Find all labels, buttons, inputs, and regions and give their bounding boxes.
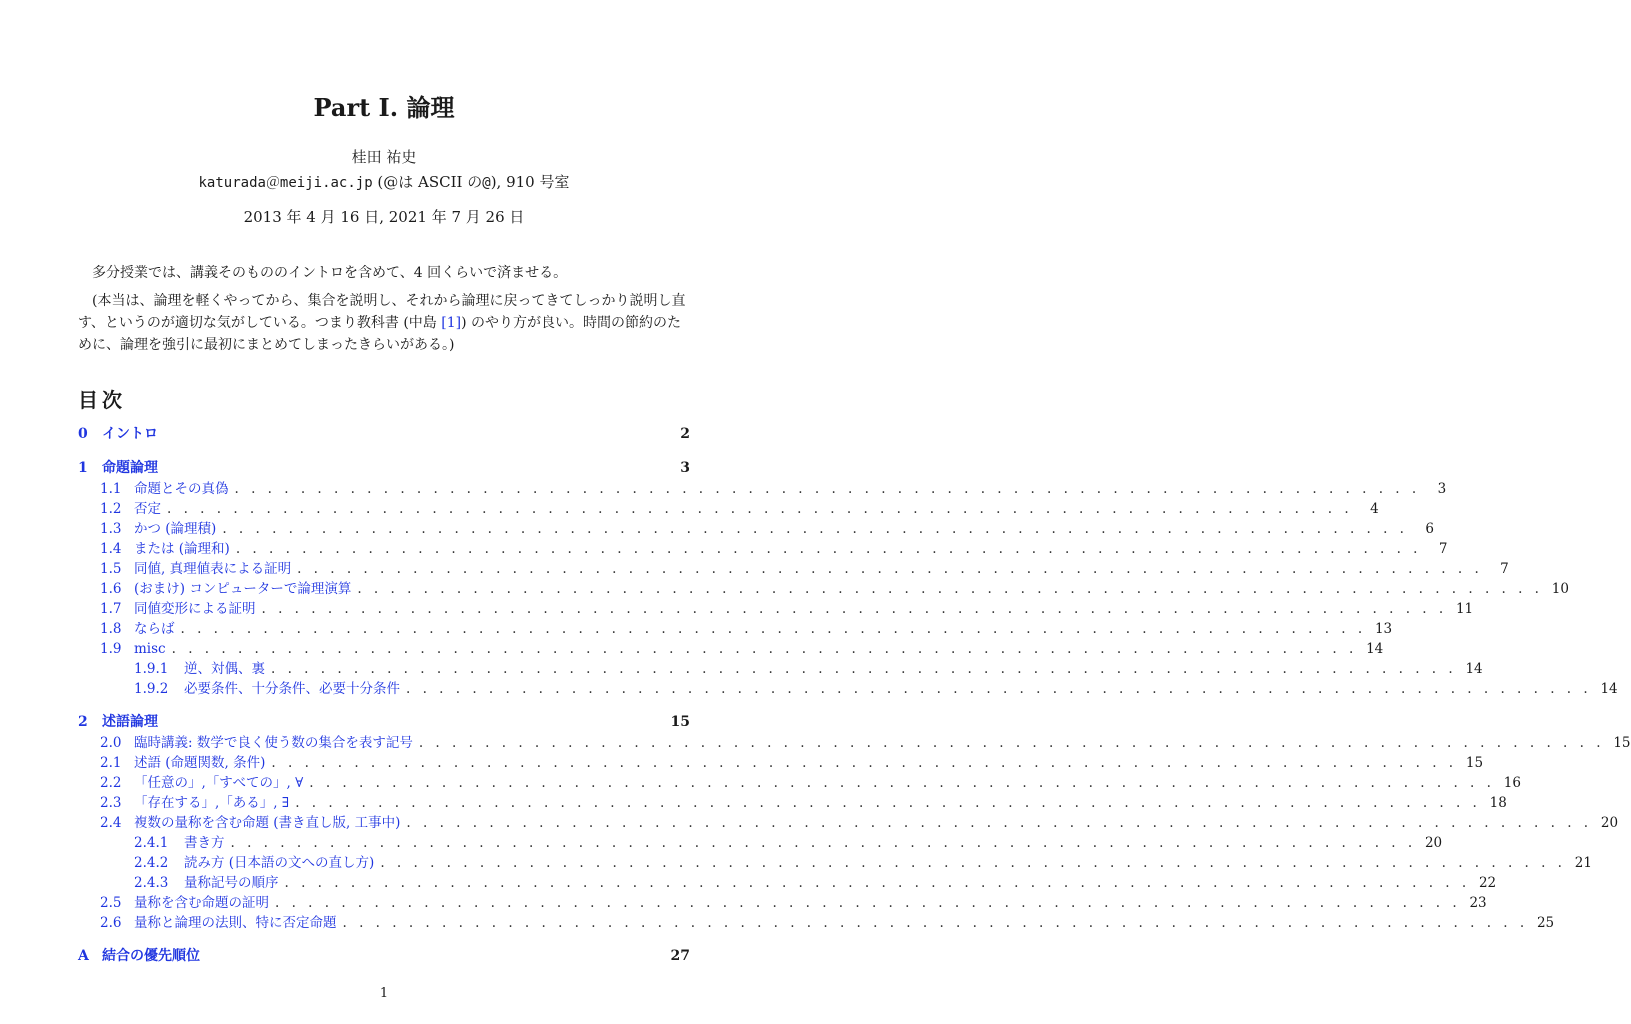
abstract-paragraph-2 <box>78 290 690 356</box>
author-name: 桂田 祐史 <box>351 148 417 166</box>
toc-entry-label: 必要条件、十分条件、必要十分条件 <box>184 681 400 697</box>
toc-heading: 目次 <box>78 388 126 412</box>
toc-leader-dots: . . . . . . . . . . . . . . . . . . . . . . . . . . . . . . . . . . . . . . . . . . . . . . . . . . . . . . . . . . . . . . . . . . . . . . . . <box>380 855 1566 871</box>
toc-entry-page: 25 <box>1536 915 1555 931</box>
toc-entry-page: 14 <box>1465 661 1483 677</box>
toc-entry-number: 2.4.2 <box>134 855 169 871</box>
toc-leader-dots: . . . . . . . . . . . . . . . . . . . . . . . . . . . . . . . . . . . . . . . . . . . . . . . . . . . . . . . . . . . . . . . . . . . . . . . . <box>271 661 1457 677</box>
toc-entry-page: 7 <box>1500 561 1509 577</box>
toc-leader-dots: . . . . . . . . . . . . . . . . . . . . . . . . . . . . . . . . . . . . . . . . . . . . . . . . . . . . . . . . . . . . . . . . . . . . . . . . <box>271 755 1458 771</box>
toc-entry-label: ならば <box>134 621 175 637</box>
toc-entry-number: 1.7 <box>100 601 122 617</box>
toc-subsubsection-1-9-1[interactable] <box>78 659 1483 679</box>
toc-entry-page: 15 <box>1613 735 1631 751</box>
toc-entry-page: 6 <box>1425 521 1434 537</box>
toc-subsection-1-6[interactable] <box>78 579 1569 599</box>
toc-entry-label: イントロ <box>102 426 158 442</box>
toc-entry-page: 15 <box>1465 755 1484 771</box>
toc-section-2[interactable] <box>78 712 690 732</box>
toc-entry-label: 命題とその真偽 <box>134 481 229 497</box>
toc-entry-label: 量称と論理の法則、特に否定命題 <box>134 915 337 931</box>
toc-entry-page: 13 <box>1374 621 1393 637</box>
toc-entry-number: 1.9 <box>100 641 122 657</box>
toc-entry-page: 27 <box>670 948 690 964</box>
toc-leader-dots: . . . . . . . . . . . . . . . . . . . . . . . . . . . . . . . . . . . . . . . . . . . . . . . . . . . . . . . . . . . . . . . . . . . . . . . . <box>406 681 1592 697</box>
toc-subsection-1-2[interactable] <box>78 499 1379 519</box>
toc-entry-page: 22 <box>1478 875 1497 891</box>
toc-leader-dots: . . . . . . . . . . . . . . . . . . . . . . . . . . . . . . . . . . . . . . . . . . . . . . . . . . . . . . . . . . . . . . . . . . . . . . . . <box>295 795 1481 811</box>
abstract-text-before-citation: (本当は、論理を軽くやってから、集合を説明し、それから論理に戻ってきてしっかり説明し直す、というのが適切な気がしている。つまり教科書 (中島 <box>78 293 686 331</box>
toc-leader-dots: . . . . . . . . . . . . . . . . . . . . . . . . . . . . . . . . . . . . . . . . . . . . . . . . . . . . . . . . . . . . . . . . . . . . . . . . <box>342 915 1529 931</box>
toc-entry-label: かつ (論理積) <box>134 521 217 537</box>
toc-leader-dots: . . . . . . . . . . . . . . . . . . . . . . . . . . . . . . . . . . . . . . . . . . . . . . . . . . . . . . . . . . . . . . . . . . . . . . . . <box>418 735 1605 751</box>
author-contact <box>0 171 768 192</box>
toc-entry-number: 1.5 <box>100 561 122 577</box>
toc-entry-label: 述語 (命題関数, 条件) <box>134 755 266 771</box>
toc-entry-number: A <box>78 948 89 964</box>
toc-entry-label: 同値変形による証明 <box>134 601 256 617</box>
toc-entry-number: 0 <box>78 426 88 442</box>
toc-entry-page: 4 <box>1370 501 1379 517</box>
toc-leader-dots: . . . . . . . . . . . . . . . . . . . . . . . . . . . . . . . . . . . . . . . . . . . . . . . . . . . . . . . . . . . . . . . . . . . . . . . . <box>275 895 1461 911</box>
toc-subsection-2-1[interactable] <box>78 753 1484 773</box>
toc-entry-number: 2 <box>78 714 88 730</box>
toc-leader-dots: . . . . . . . . . . . . . . . . . . . . . . . . . . . . . . . . . . . . . . . . . . . . . . . . . . . . . . . . . . . . . . . . . . . . . . . . <box>222 521 1408 537</box>
toc-entry-page: 15 <box>670 714 690 730</box>
toc-leader-dots: . . . . . . . . . . . . . . . . . . . . . . . . . . . . . . . . . . . . . . . . . . . . . . . . . . . . . . . . . . . . . . . . . . . . . . . . <box>406 815 1593 831</box>
toc-subsubsection-1-9-2[interactable] <box>78 679 1618 699</box>
toc-leader-dots: . . . . . . . . . . . . . . . . . . . . . . . . . . . . . . . . . . . . . . . . . . . . . . . . . . . . . . . . . . . . . . . . . . . . . . . . <box>167 501 1353 517</box>
toc-entry-number: 2.4 <box>100 815 122 831</box>
toc-leader-dots: . . . . . . . . . . . . . . . . . . . . . . . . . . . . . . . . . . . . . . . . . . . . . . . . . . . . . . . . . . . . . . . . . . . . . . . . <box>180 621 1367 637</box>
toc-entry-number: 1.2 <box>100 501 122 517</box>
abstract-text-after-citation: ) のやり方が良い。時間の節約のために、論理を強引に最初にまとめてしまったきらいがある。) <box>78 315 682 353</box>
toc-entry-number: 1.6 <box>100 581 122 597</box>
toc-subsection-2-2[interactable] <box>78 773 1521 793</box>
toc-subsection-1-7[interactable] <box>78 599 1474 619</box>
toc-entry-number: 2.4.1 <box>134 835 169 851</box>
toc-section-0[interactable] <box>78 424 690 444</box>
toc-subsection-2-6[interactable] <box>78 913 1555 933</box>
toc-subsection-1-8[interactable] <box>78 619 1393 639</box>
toc-subsection-2-5[interactable] <box>78 893 1487 913</box>
toc-entry-label: 命題論理 <box>102 460 158 476</box>
toc-entry-label: misc <box>134 641 166 657</box>
toc-entry-label: 書き方 <box>184 835 225 851</box>
document-dates: 2013 年 4 月 16 日, 2021 年 7 月 26 日 <box>243 208 525 226</box>
toc-entry-label: 否定 <box>134 501 161 517</box>
email-note-open: (@は ASCII の <box>372 173 483 191</box>
toc-entry-number: 2.1 <box>100 755 122 771</box>
email-address: katurada＠meiji.ac.jp <box>198 175 373 191</box>
toc-section-1[interactable] <box>78 458 690 478</box>
toc-leader-dots: . . . . . . . . . . . . . . . . . . . . . . . . . . . . . . . . . . . . . . . . . . . . . . . . . . . . . . . . . . . . . . . . . . . . . . . . <box>357 581 1543 597</box>
toc-entry-number: 1.9.2 <box>134 681 169 697</box>
toc-entry-label: 読み方 (日本語の文への直し方) <box>184 855 375 871</box>
toc-entry-number: 2.5 <box>100 895 122 911</box>
toc-entry-number: 1.8 <box>100 621 122 637</box>
toc-entry-page: 3 <box>680 460 690 476</box>
toc-subsection-2-0[interactable] <box>78 733 1631 753</box>
toc-entry-page: 10 <box>1551 581 1569 597</box>
toc-entry-label: (おまけ) コンピューターで論理演算 <box>134 581 352 597</box>
email-at-symbol: @ <box>482 175 491 191</box>
toc-entry-label: 量称記号の順序 <box>184 875 279 891</box>
toc-subsection-1-9[interactable] <box>78 639 1384 659</box>
toc-leader-dots: . . . . . . . . . . . . . . . . . . . . . . . . . . . . . . . . . . . . . . . . . . . . . . . . . . . . . . . . . . . . . . . . . . . . . . . . <box>297 561 1483 577</box>
toc-subsubsection-2-4-2[interactable] <box>78 853 1592 873</box>
toc-entry-label: または (論理和) <box>134 541 230 557</box>
toc-subsection-2-3[interactable] <box>78 793 1507 813</box>
toc-entry-number: 1.1 <box>100 481 122 497</box>
toc-entry-page: 11 <box>1455 601 1474 617</box>
toc-entry-page: 20 <box>1600 815 1619 831</box>
page-number: 1 <box>379 986 389 1001</box>
toc-leader-dots: . . . . . . . . . . . . . . . . . . . . . . . . . . . . . . . . . . . . . . . . . . . . . . . . . . . . . . . . . . . . . . . . . . . . . . . . <box>284 875 1471 891</box>
toc-leader-dots: . . . . . . . . . . . . . . . . . . . . . . . . . . . . . . . . . . . . . . . . . . . . . . . . . . . . . . . . . . . . . . . . . . . . . . . . <box>235 541 1422 557</box>
toc-subsubsection-2-4-1[interactable] <box>78 833 1443 853</box>
toc-entry-label: 複数の量称を含む命題 (書き直し版, 工事中) <box>134 815 401 831</box>
toc-entry-number: 2.2 <box>100 775 122 791</box>
toc-entry-number: 2.4.3 <box>134 875 169 891</box>
toc-leader-dots: . . . . . . . . . . . . . . . . . . . . . . . . . . . . . . . . . . . . . . . . . . . . . . . . . . . . . . . . . . . . . . . . . . . . . . . . <box>171 641 1358 657</box>
toc-entry-number: 2.0 <box>100 735 122 751</box>
toc-entry-number: 1.3 <box>100 521 122 537</box>
toc-entry-label: 述語論理 <box>102 714 158 730</box>
toc-entry-page: 16 <box>1503 775 1521 791</box>
toc-entry-page: 21 <box>1574 855 1592 871</box>
toc-entry-label: 「任意の」,「すべての」, ∀ <box>134 775 304 791</box>
toc-entry-page: 14 <box>1366 641 1384 657</box>
toc-leader-dots: . . . . . . . . . . . . . . . . . . . . . . . . . . . . . . . . . . . . . . . . . . . . . . . . . . . . . . . . . . . . . . . . . . . . . . . . <box>234 481 1421 497</box>
toc-entry-label: 逆、対偶、裏 <box>184 661 265 677</box>
toc-subsection-1-1[interactable] <box>78 479 1447 499</box>
page-title: Part I. 論理 <box>313 93 455 122</box>
toc-subsubsection-2-4-3[interactable] <box>78 873 1497 893</box>
toc-entry-number: 1 <box>78 460 88 476</box>
toc-entry-label: 「存在する」,「ある」, ∃ <box>134 795 290 811</box>
toc-entry-page: 18 <box>1489 795 1507 811</box>
citation-link[interactable]: [1] <box>441 315 462 331</box>
toc-leader-dots: . . . . . . . . . . . . . . . . . . . . . . . . . . . . . . . . . . . . . . . . . . . . . . . . . . . . . . . . . . . . . . . . . . . . . . . . <box>261 601 1448 617</box>
toc-appendix-a[interactable] <box>78 946 690 966</box>
toc-entry-label: 量称を含む命題の証明 <box>134 895 269 911</box>
email-note-close: ), 910 号室 <box>490 173 570 191</box>
toc-entry-number: 1.4 <box>100 541 122 557</box>
toc-entry-label: 結合の優先順位 <box>102 948 200 964</box>
toc-entry-number: 1.9.1 <box>134 661 169 677</box>
toc-entry-number: 2.3 <box>100 795 122 811</box>
toc-subsection-2-4[interactable] <box>78 813 1619 833</box>
toc-subsection-1-5[interactable] <box>78 559 1509 579</box>
toc-entry-number: 2.6 <box>100 915 122 931</box>
toc-entry-page: 23 <box>1469 895 1487 911</box>
abstract-paragraph-1: 多分授業では、講義そのもののイントロを含めて、4 回くらいで済ませる。 <box>92 265 568 281</box>
toc-entry-page: 3 <box>1437 481 1447 497</box>
toc-entry-label: 臨時講義: 数学で良く使う数の集合を表す記号 <box>134 735 413 751</box>
toc-entry-page: 2 <box>680 426 690 442</box>
toc-leader-dots: . . . . . . . . . . . . . . . . . . . . . . . . . . . . . . . . . . . . . . . . . . . . . . . . . . . . . . . . . . . . . . . . . . . . . . . . <box>230 835 1417 851</box>
toc-entry-page: 20 <box>1424 835 1443 851</box>
toc-entry-page: 7 <box>1438 541 1448 557</box>
toc-entry-label: 同値, 真理値表による証明 <box>134 561 292 577</box>
toc-subsection-1-3[interactable] <box>78 519 1434 539</box>
toc-entry-page: 14 <box>1600 681 1618 697</box>
toc-subsection-1-4[interactable] <box>78 539 1448 559</box>
toc-leader-dots: . . . . . . . . . . . . . . . . . . . . . . . . . . . . . . . . . . . . . . . . . . . . . . . . . . . . . . . . . . . . . . . . . . . . . . . . <box>309 775 1495 791</box>
